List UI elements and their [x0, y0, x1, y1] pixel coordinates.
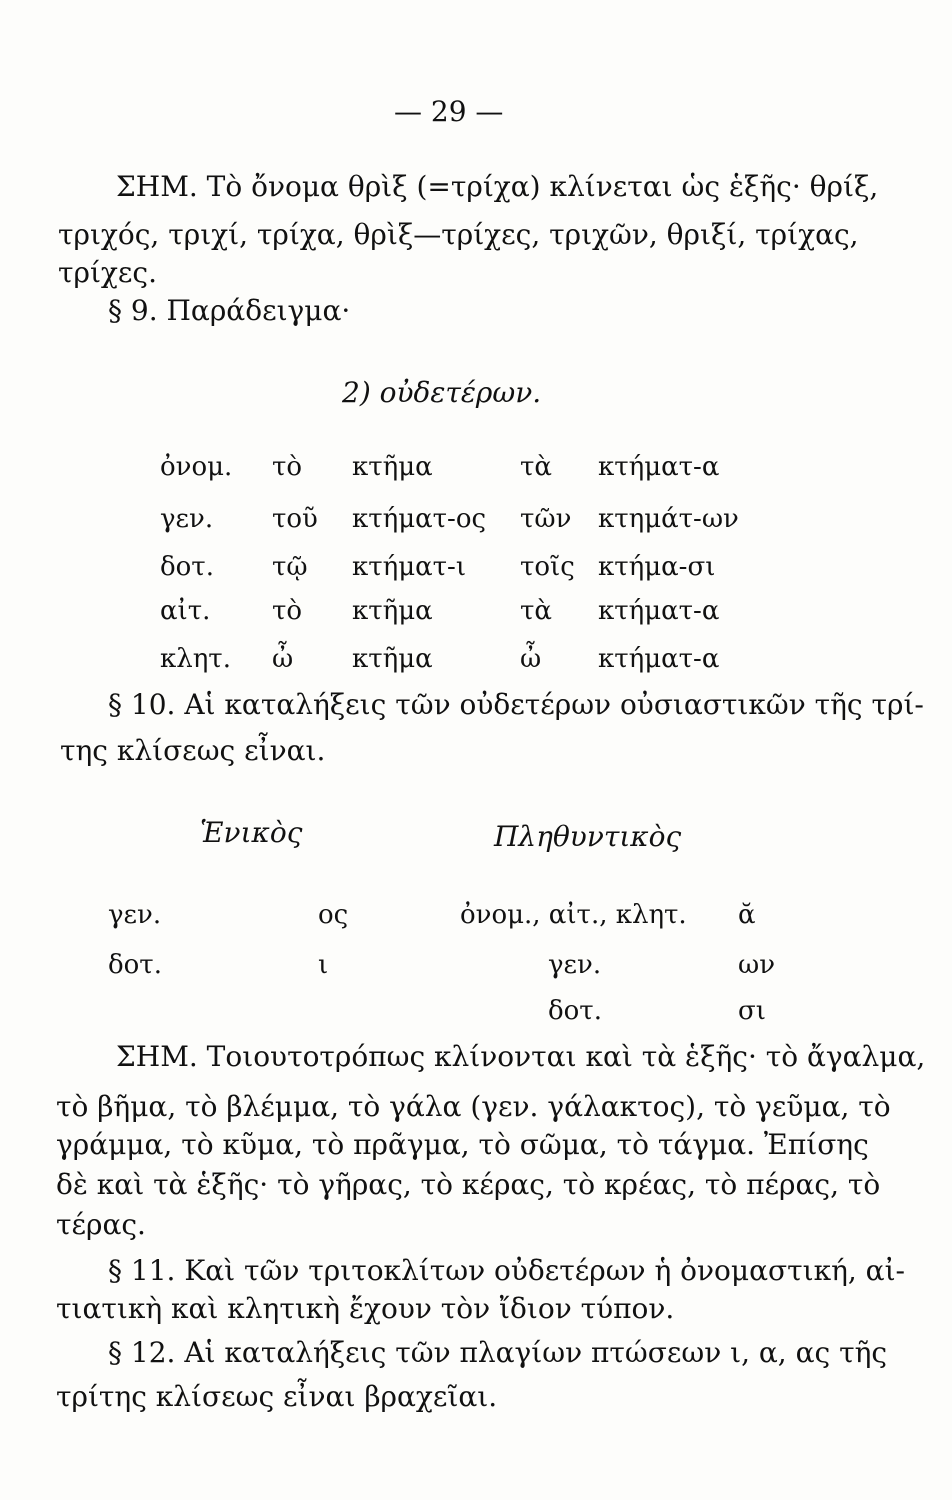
case-label: γεν.	[160, 504, 214, 534]
noun-singular: κτῆμα	[352, 596, 433, 626]
noun-singular: κτήματ-ι	[352, 552, 467, 582]
noun-plural: κτήματ-α	[598, 644, 720, 674]
case-label: κλητ.	[160, 644, 231, 674]
section-12-line: τρίτης κλίσεως εἶναι βραχεῖαι.	[56, 1380, 498, 1413]
case-label: ὀνομ.	[160, 452, 233, 482]
noun-plural: κτήματ-α	[598, 596, 720, 626]
article-singular: τοῦ	[272, 504, 318, 534]
article-plural: τοῖς	[520, 552, 575, 582]
article-plural: τὰ	[520, 452, 552, 482]
article-singular: τὸ	[272, 596, 303, 626]
plural-ending: ᾰ	[738, 900, 756, 930]
article-plural: ὦ	[520, 644, 542, 674]
section-11-line: § 11. Καὶ τῶν τριτοκλίτων οὐδετέρων ἡ ὀνομαστική, αἰ-	[108, 1254, 906, 1287]
note-line: τὸ βῆμα, τὸ βλέμμα, τὸ γάλα (γεν. γάλακτος), τὸ γεῦμα, τὸ	[56, 1090, 891, 1123]
singular-heading: Ἑνικὸς	[200, 816, 303, 849]
section-10-line: της κλίσεως εἶναι.	[60, 734, 326, 767]
noun-singular: κτῆμα	[352, 452, 433, 482]
section-9-heading: § 9. Παράδειγμα·	[108, 294, 351, 327]
article-singular: τῷ	[272, 552, 308, 582]
note-line: τριχός, τριχί, τρίχα, θρὶξ—τρίχες, τριχῶν, θριξί, τρίχας,	[58, 218, 859, 251]
note-line: ΣΗΜ. Τοιουτοτρόπως κλίνονται καὶ τὰ ἑξῆς· τὸ ἄγαλμα,	[116, 1040, 926, 1073]
singular-case: γεν.	[108, 900, 162, 930]
plural-heading: Πληθυντικὸς	[494, 820, 682, 853]
plural-ending: σι	[738, 996, 766, 1026]
noun-plural: κτημάτ-ων	[598, 504, 739, 534]
noun-plural: κτήματ-α	[598, 452, 720, 482]
article-plural: τὰ	[520, 596, 552, 626]
noun-singular: κτῆμα	[352, 644, 433, 674]
article-singular: ὦ	[272, 644, 294, 674]
singular-ending: ι	[318, 950, 329, 980]
noun-singular: κτήματ-ος	[352, 504, 487, 534]
note-line: τέρας.	[56, 1208, 146, 1241]
case-label: αἰτ.	[160, 596, 211, 626]
section-11-line: τιατικὴ καὶ κλητικὴ ἔχουν τὸν ἴδιον τύπον.	[56, 1292, 675, 1325]
plural-ending: ων	[738, 950, 776, 980]
singular-case: δοτ.	[108, 950, 162, 980]
note-line: ΣΗΜ. Τὸ ὄνομα θρὶξ (=τρίχα) κλίνεται ὡς ἑξῆς· θρίξ,	[116, 170, 879, 203]
plural-case: ὀνομ., αἰτ., κλητ.	[460, 900, 687, 930]
note-line: τρίχες.	[58, 256, 157, 289]
noun-plural: κτήμα-σι	[598, 552, 716, 582]
section-12-line: § 12. Αἱ καταλήξεις τῶν πλαγίων πτώσεων ι, α, ας τῆς	[108, 1336, 888, 1369]
declension-subtitle: 2) οὐδετέρων.	[342, 376, 542, 409]
note-line: γράμμα, τὸ κῦμα, τὸ πρᾶγμα, τὸ σῶμα, τὸ τάγμα. Ἐπίσης	[56, 1128, 869, 1161]
section-10-line: § 10. Αἱ καταλήξεις τῶν οὐδετέρων οὐσιαστικῶν τῆς τρί-	[108, 688, 924, 721]
plural-case: γεν.	[548, 950, 602, 980]
article-plural: τῶν	[520, 504, 572, 534]
article-singular: τὸ	[272, 452, 303, 482]
page-number: — 29 —	[394, 95, 504, 128]
case-label: δοτ.	[160, 552, 214, 582]
note-line: δὲ καὶ τὰ ἑξῆς· τὸ γῆρας, τὸ κέρας, τὸ κρέας, τὸ πέρας, τὸ	[56, 1168, 881, 1201]
plural-case: δοτ.	[548, 996, 602, 1026]
singular-ending: ος	[318, 900, 349, 930]
